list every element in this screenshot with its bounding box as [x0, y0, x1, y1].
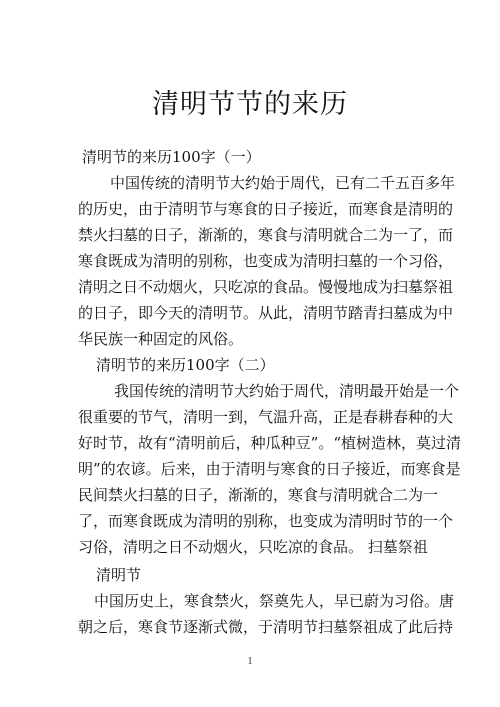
paragraph-line: 的历史，由于清明节与寒食的日子接近，而寒食是清明的 [78, 200, 454, 218]
section-heading-3: 清明节 [96, 566, 142, 584]
paragraph-line: 好时节，故有“清明前后，种瓜种豆”。“植树造林，莫过清 [78, 434, 462, 452]
paragraph-line: 中国传统的清明节大约始于周代，已有二千五百多年 [110, 174, 456, 192]
paragraph-line: 华民族一种固定的风俗。 [78, 330, 244, 348]
section-heading-1: 清明节的来历100字（一） [82, 148, 261, 166]
document-title: 清明节节的来历 [152, 89, 348, 120]
section-heading-2: 清明节的来历100字（二） [96, 356, 275, 374]
paragraph-line: 的日子，即今天的清明节。从此，清明节踏青扫墓成为中 [78, 304, 454, 322]
paragraph-line: 禁火扫墓的日子，渐渐的，寒食与清明就合二为一了，而 [78, 226, 454, 244]
paragraph-line: 清明之日不动烟火，只吃凉的食品。慢慢地成为扫墓祭祖 [78, 278, 454, 296]
paragraph-line: 习俗，清明之日不动烟火，只吃凉的食品。 扫墓祭祖 [78, 538, 428, 556]
paragraph-line: 朝之后，寒食节逐渐式微，于清明节扫墓祭祖成了此后持 [78, 618, 454, 636]
paragraph-line: 明”的农谚。后来，由于清明与寒食的日子接近，而寒食是 [78, 460, 461, 478]
paragraph-line: 了，而寒食既成为清明的别称，也变成为清明时节的一个 [78, 512, 454, 530]
page-number: 1 [247, 656, 253, 667]
paragraph-line: 寒食既成为清明的别称，也变成为清明扫墓的一个习俗， [78, 252, 454, 270]
paragraph-line: 很重要的节气，清明一到，气温升高，正是春耕春种的大 [78, 408, 454, 426]
paragraph-line: 我国传统的清明节大约始于周代，清明最开始是一个 [114, 382, 460, 400]
paragraph-line: 民间禁火扫墓的日子，渐渐的，寒食与清明就合二为一 [78, 486, 439, 504]
paragraph-line: 中国历史上，寒食禁火，祭奠先人，早已蔚为习俗。唐 [94, 592, 455, 610]
